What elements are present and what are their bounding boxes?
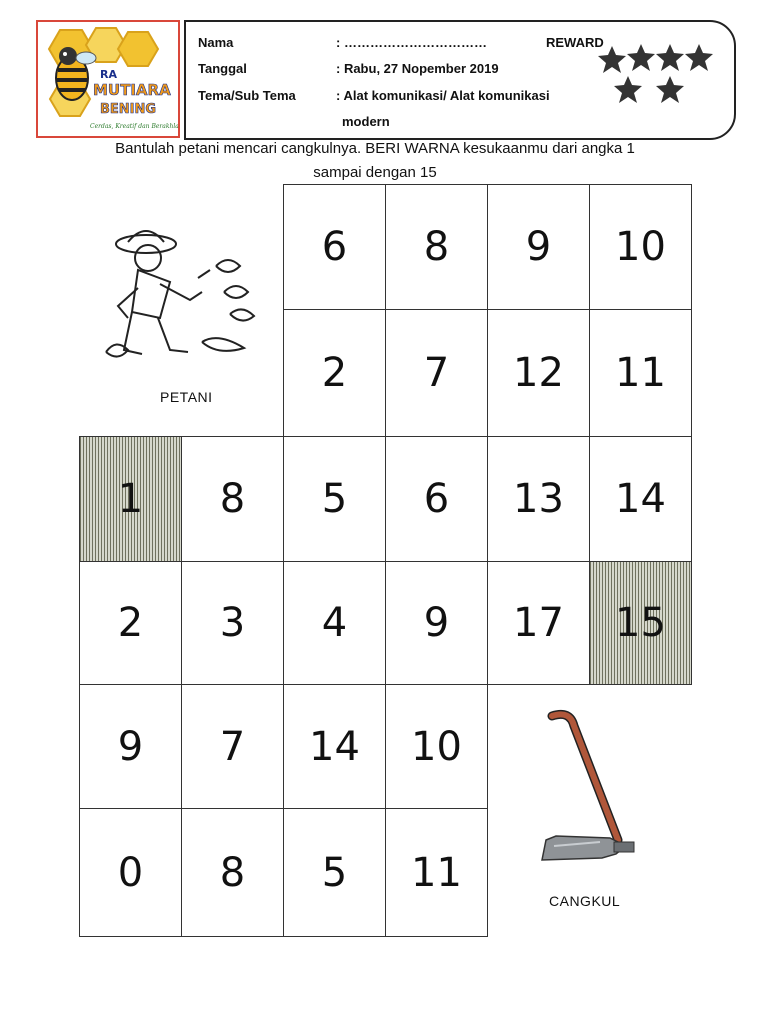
- instruction-line-2: sampai dengan 15: [313, 164, 437, 181]
- cell-number: 9: [423, 600, 450, 646]
- grid-cell[interactable]: [385, 561, 488, 685]
- grid-cell[interactable]: [589, 184, 692, 310]
- svg-text:RA: RA: [100, 68, 117, 81]
- cell-number: 6: [423, 476, 450, 522]
- svg-text:Cerdas, Kreatif dan Berakhlak: Cerdas, Kreatif dan Berakhlak: [90, 123, 178, 130]
- cell-number: 7: [219, 723, 246, 770]
- reward-stars: [598, 40, 713, 108]
- cell-number: 3: [219, 600, 246, 646]
- cell-number: 10: [411, 723, 462, 770]
- reward-label: REWARD: [546, 35, 604, 50]
- cell-number: 5: [321, 849, 348, 896]
- cell-number: 12: [513, 350, 564, 396]
- cell-number: 8: [219, 476, 246, 522]
- cell-number: 5: [321, 476, 348, 522]
- cell-number: 14: [309, 723, 360, 770]
- star-icon: [685, 44, 713, 71]
- cell-number: 10: [615, 224, 666, 270]
- star-icon: [614, 76, 642, 103]
- cell-number: 4: [321, 600, 348, 646]
- grid-cell[interactable]: [79, 561, 182, 685]
- cell-number: 9: [117, 723, 144, 770]
- name-field[interactable]: : ……………………………: [336, 35, 487, 50]
- instructions: [0, 137, 750, 185]
- grid-cell[interactable]: [385, 684, 488, 809]
- grid-cell[interactable]: [283, 808, 386, 937]
- grid-cell[interactable]: [385, 309, 488, 437]
- cell-number: 11: [411, 849, 462, 896]
- cell-number: 15: [615, 600, 666, 646]
- grid-cell[interactable]: [385, 808, 488, 937]
- cell-number: 11: [615, 350, 666, 396]
- grid-cell[interactable]: [79, 684, 182, 809]
- grid-cell[interactable]: [487, 309, 590, 437]
- hoe-caption: CANGKUL: [549, 893, 621, 909]
- grid-cell[interactable]: [181, 561, 284, 685]
- grid-cell[interactable]: [487, 436, 590, 562]
- grid-cell[interactable]: [79, 436, 182, 562]
- svg-text:MUTIARA: MUTIARA: [93, 81, 171, 99]
- grid-cell[interactable]: [487, 561, 590, 685]
- cell-number: 6: [321, 224, 348, 270]
- student-info-box: [184, 20, 736, 140]
- cell-number: 13: [513, 476, 564, 522]
- theme-value: : Alat komunikasi/ Alat komunikasi: [336, 88, 550, 103]
- grid-cell[interactable]: [283, 436, 386, 562]
- grid-cell[interactable]: [589, 561, 692, 685]
- grid-cell[interactable]: [181, 808, 284, 937]
- school-logo: [36, 20, 180, 138]
- grid-cell[interactable]: [181, 436, 284, 562]
- cell-number: 17: [513, 600, 564, 646]
- cell-number: 2: [117, 600, 144, 646]
- grid-cell[interactable]: [589, 309, 692, 437]
- bee-logo-icon: [38, 22, 178, 136]
- cell-number: 1: [117, 476, 144, 522]
- star-icon: [656, 76, 684, 103]
- grid-cell[interactable]: [487, 184, 590, 310]
- cell-number: 9: [525, 224, 552, 270]
- grid-cell[interactable]: [283, 684, 386, 809]
- date-label: Tanggal: [198, 61, 247, 76]
- cell-number: 2: [321, 350, 348, 396]
- theme-label: Tema/Sub Tema: [198, 88, 296, 103]
- grid-cell[interactable]: [385, 436, 488, 562]
- farmer-caption: PETANI: [160, 389, 213, 405]
- cell-number: 14: [615, 476, 666, 522]
- grid-cell[interactable]: [283, 561, 386, 685]
- grid-cell[interactable]: [385, 184, 488, 310]
- grid-cell[interactable]: [283, 309, 386, 437]
- grid-cell[interactable]: [79, 808, 182, 937]
- theme-value-continued: modern: [342, 114, 390, 129]
- farmer-illustration: [98, 222, 278, 382]
- star-icon: [656, 44, 684, 71]
- svg-text:BENING: BENING: [100, 102, 157, 117]
- cell-number: 8: [219, 849, 246, 896]
- star-icon: [598, 46, 626, 73]
- cell-number: 0: [117, 849, 144, 896]
- star-icon: [627, 44, 655, 71]
- instruction-line-1: Bantulah petani mencari cangkulnya. BERI WARNA kesukaanmu dari angka 1: [115, 140, 635, 157]
- grid-cell[interactable]: [589, 436, 692, 562]
- grid-cell[interactable]: [283, 184, 386, 310]
- cell-number: 7: [423, 350, 450, 396]
- grid-cell[interactable]: [181, 684, 284, 809]
- cell-number: 8: [423, 224, 450, 270]
- date-value: : Rabu, 27 Nopember 2019: [336, 61, 499, 76]
- hoe-illustration: [530, 708, 650, 873]
- name-label: Nama: [198, 35, 234, 50]
